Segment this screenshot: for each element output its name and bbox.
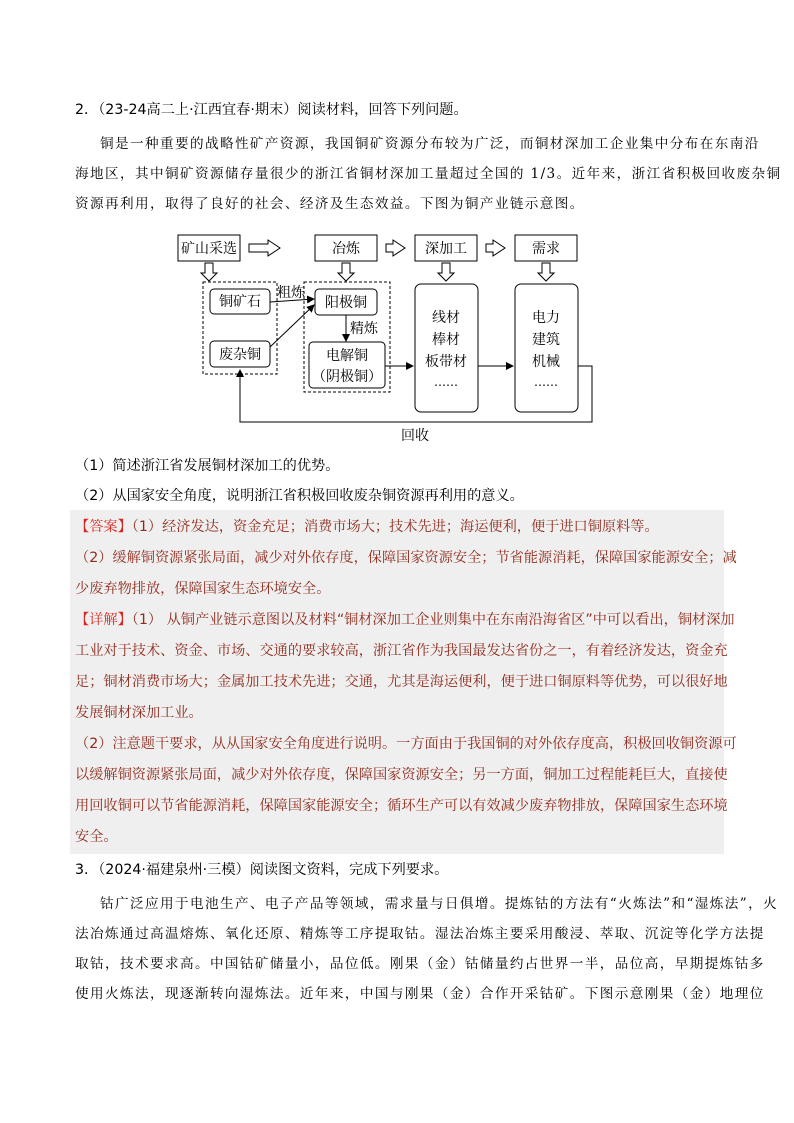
- q3-material-line-1: 钴广泛应用于电池生产、电子产品等领域，需求量与日俱增。提炼钴的方法有“火炼法”和“湿炼法”，火: [100, 896, 779, 912]
- answer-line-3: 少废弃物排放，保障国家生态环境安全。: [75, 581, 331, 597]
- answer-line-1: [75, 517, 659, 537]
- q3-material-line-4: 使用火炼法，现逐渐转向湿炼法。近年来，中国与刚果（金）合作开采钴矿。下图示意刚果（金）地理位: [75, 986, 765, 1002]
- detail-line-6: 以缓解铜资源紧张局面，减少对外依存度，保障国家资源安全；另一方面，铜加工过程能耗巨大，直接使: [75, 767, 728, 783]
- hollow-down-arrow-icon: [338, 263, 354, 281]
- product-strip: 板带材: [425, 354, 467, 370]
- detail-line-8: 安全。: [75, 829, 118, 845]
- demand-machinery: 机械: [532, 354, 560, 370]
- demand-power: 电力: [532, 310, 560, 326]
- stage-processing-label: 深加工: [425, 241, 467, 257]
- rough-smelting-label: 粗炼: [277, 285, 305, 301]
- detail-line-5: （2）注意题干要求，从从国家安全角度进行说明。一方面由于我国铜的对外依存度高，积极回收铜资源可: [75, 736, 737, 752]
- stage-demand-label: 需求: [532, 241, 560, 257]
- scrap-copper-label: 废杂铜: [219, 347, 261, 363]
- hollow-arrow-icon: [249, 240, 280, 256]
- demand-building: 建筑: [532, 332, 560, 348]
- demand-box: [515, 284, 578, 412]
- cathode-copper-label: （阴极铜）: [312, 369, 382, 385]
- detail-line-7: 用回收铜可以节省能源消耗，保障国家能源安全；循环生产可以有效减少废弃物排放，保障国家生态环境: [75, 798, 728, 814]
- q2-question-1: （1）简述浙江省发展铜材深加工的优势。: [75, 458, 340, 474]
- hollow-arrow-icon: [386, 240, 405, 256]
- stage-smelting-label: 冶炼: [332, 241, 360, 257]
- products-box: [415, 284, 478, 412]
- hollow-arrow-icon: [486, 240, 505, 256]
- detail-line-3: 足；铜材消费市场大；金属加工技术先进；交通，尤其是海运便利，便于进口铜原料等优势，可以很好地: [75, 674, 728, 690]
- copper-industry-chain-diagram: [170, 225, 610, 447]
- detail-tag: 【详解】: [75, 612, 132, 628]
- detail-text-1: （1） 从铜产业链示意图以及材料“铜材深加工企业则集中在东南沿海省区”中可以看出，铜材深加: [131, 612, 735, 628]
- q2-material-line-1: 铜是一种重要的战略性矿产资源，我国铜矿资源分布较为广泛，而铜材深加工企业集中分布在东南沿: [100, 136, 760, 152]
- stage-mining-label: 矿山采选: [181, 241, 237, 257]
- detail-line-2: 工业对于技术、资金、市场、交通的要求较高，浙江省作为我国最发达省份之一，有着经济发达，资金充: [75, 643, 728, 659]
- electrolytic-copper-label: 电解铜: [326, 348, 368, 364]
- demand-etc: ……: [534, 375, 558, 389]
- detail-line-4: 发展铜材深加工业。: [75, 705, 203, 721]
- ore-label: 铜矿石: [219, 294, 261, 310]
- hollow-down-arrow-icon: [438, 263, 454, 281]
- detail-line-1: [75, 610, 735, 630]
- q2-material-line-3: 资源再利用，取得了良好的社会、经济及生态效益。下图为铜产业链示意图。: [75, 196, 585, 212]
- q2-header: 2．（23-24高二上·江西宜春·期末）阅读材料，回答下列问题。: [75, 102, 468, 118]
- answer-text-1: （1）经济发达，资金充足；消费市场大；技术先进；海运便利，便于进口铜原料等。: [131, 519, 659, 535]
- q3-header: 3．（2024·福建泉州·三模）阅读图文资料，完成下列要求。: [75, 862, 449, 878]
- anode-copper-label: 阳极铜: [325, 295, 367, 311]
- q3-material-line-3: 取钴，技术要求高。中国钴矿储量小，品位低。刚果（金）钴储量约占世界一半，品位高，早期提炼钴多: [75, 956, 765, 972]
- recycle-label: 回收: [401, 428, 429, 444]
- q2-question-2: （2）从国家安全角度，说明浙江省积极回收废杂铜资源再利用的意义。: [75, 488, 524, 504]
- q2-material-line-2: 海地区，其中铜矿资源储存量很少的浙江省铜材深加工量超过全国的 1/3。近年来，浙江省积极回收废杂铜: [75, 166, 782, 182]
- product-wire: 线材: [432, 310, 460, 326]
- refining-label: 精炼: [350, 321, 378, 337]
- hollow-down-arrow-icon: [538, 263, 554, 281]
- q3-material-line-2: 法冶炼通过高温熔炼、氧化还原、精炼等工序提取钴。湿法冶炼主要采用酸浸、萃取、沉淀等化学方法提: [75, 926, 765, 942]
- hollow-down-arrow-icon: [201, 263, 217, 281]
- answer-tag: 【答案】: [75, 519, 132, 535]
- product-etc: ……: [434, 375, 458, 389]
- answer-line-2: （2）缓解铜资源紧张局面，减少对外依存度，保障国家资源安全；节省能源消耗，保障国家能源安全；减: [75, 550, 737, 566]
- product-rod: 棒材: [432, 332, 460, 348]
